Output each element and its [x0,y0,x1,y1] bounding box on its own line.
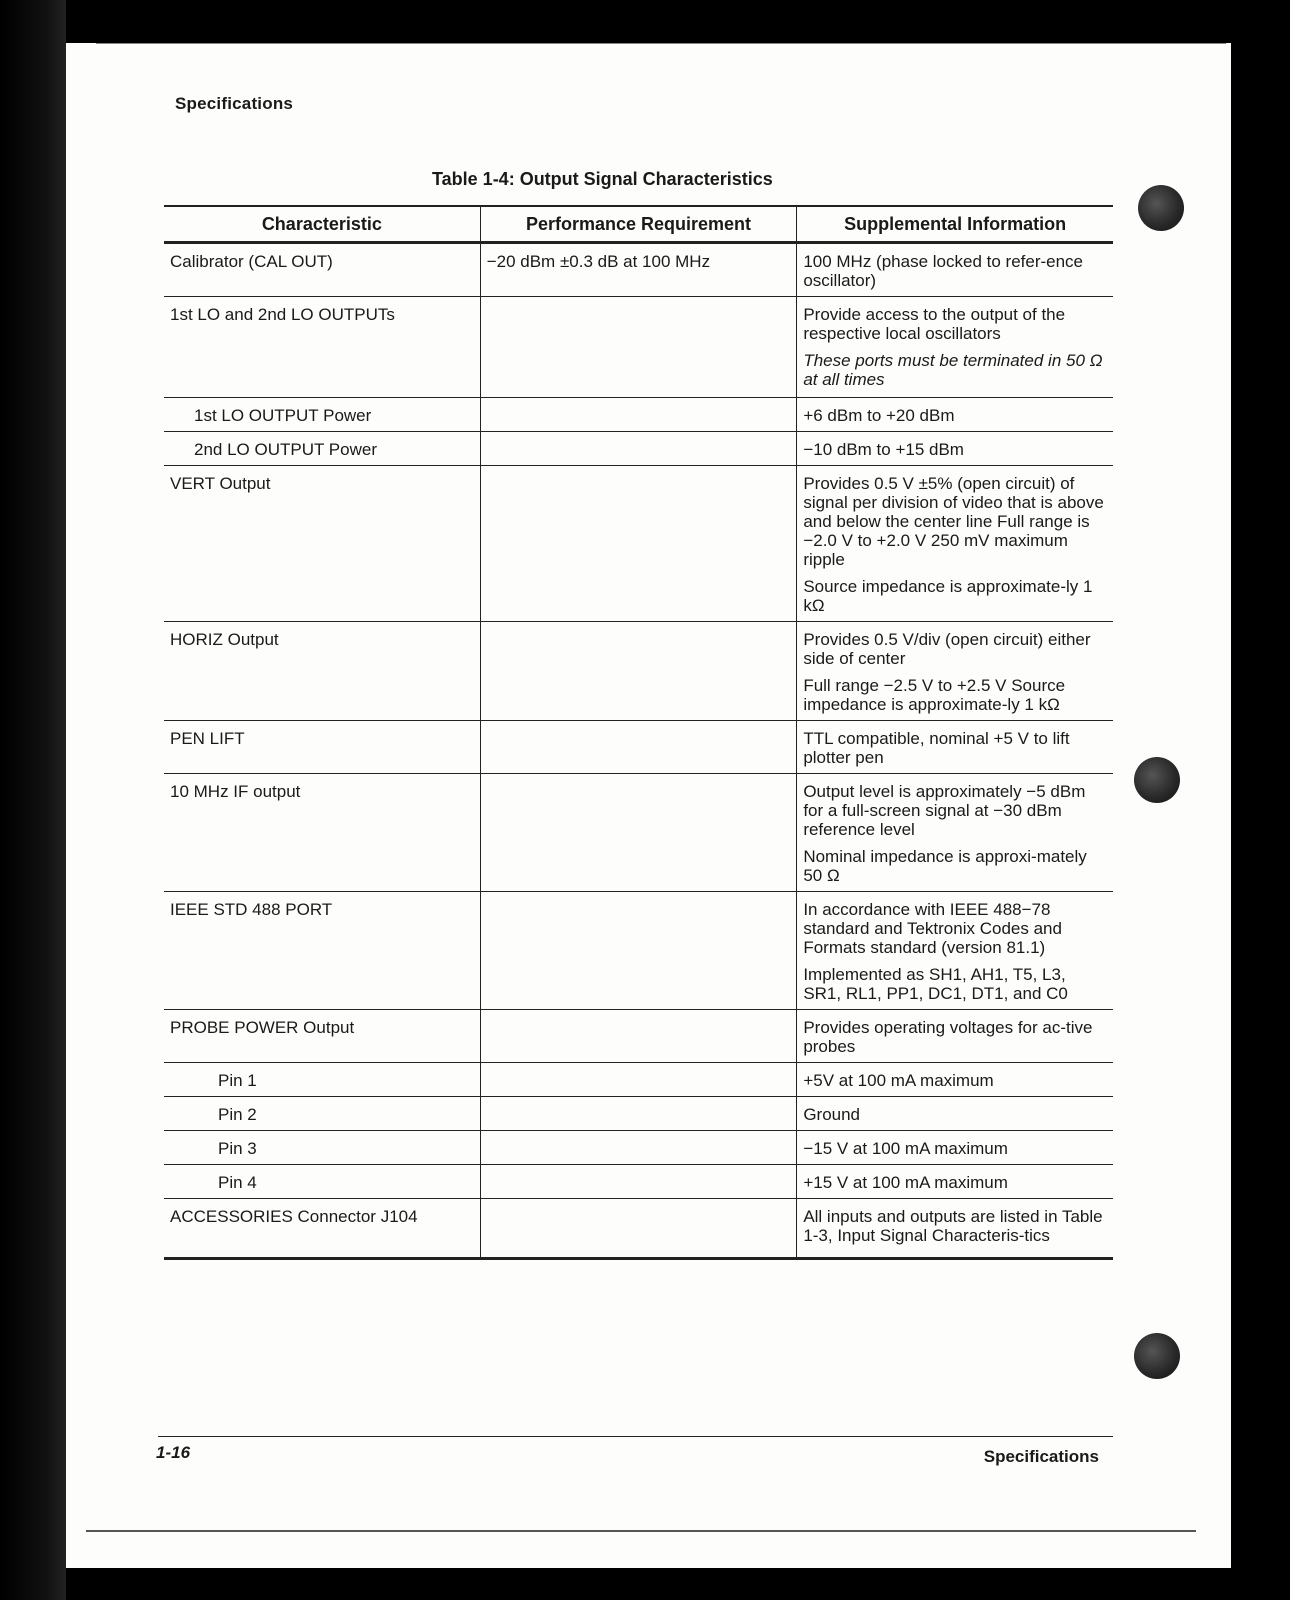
characteristic-cell: 1st LO and 2nd LO OUTPUTs [164,297,480,398]
supplemental-text: Nominal impedance is approxi-mately 50 Ω [803,847,1087,885]
characteristic-cell: ACCESSORIES Connector J104 [164,1199,480,1259]
table-title: Table 1-4: Output Signal Characteristics [432,169,773,189]
footer-title: Specifications [983,1447,1099,1466]
supplemental-text: Provides 0.5 V/div (open circuit) either side of center [803,630,1091,668]
supplemental-cell [797,1010,1113,1063]
supplemental-cell [797,398,1113,432]
supplemental-text: +5V at 100 mA maximum [803,1071,994,1090]
characteristic-cell: PROBE POWER Output [164,1010,480,1063]
supplemental-text: Implemented as SH1, AH1, T5, L3, SR1, RL1, PP1, DC1, DT1, and C0 [803,965,1068,1003]
supplemental-text: Provides operating voltages for ac-tive probes [803,1018,1093,1056]
output-signal-table [164,205,1113,1260]
table-row [164,398,1113,432]
scan-bottom-edge [86,1530,1196,1532]
supplemental-cell [797,892,1113,1010]
performance-cell [480,1010,797,1063]
table-row [164,243,1113,297]
performance-cell [480,432,797,466]
supplemental-cell [797,1063,1113,1097]
supplemental-cell [797,774,1113,892]
document-page [66,43,1231,1568]
supplemental-text: All inputs and outputs are listed in Table 1-3, Input Signal Characteris-tics [803,1207,1103,1245]
characteristic-cell: 2nd LO OUTPUT Power [164,432,480,466]
performance-cell [480,622,797,721]
performance-cell [480,892,797,1010]
performance-cell: −20 dBm ±0.3 dB at 100 MHz [480,243,797,297]
supplemental-text: Ground [803,1105,861,1124]
performance-cell [480,297,797,398]
performance-cell [480,1199,797,1259]
performance-cell [480,1097,797,1131]
binder-hole [1134,1333,1180,1379]
supplemental-text: 100 MHz (phase locked to refer-ence oscillator) [803,252,1084,290]
supplemental-text: Full range −2.5 V to +2.5 V Source impedance is approximate-ly 1 kΩ [803,676,1066,714]
supplemental-cell [797,432,1113,466]
performance-cell [480,1165,797,1199]
table-row [164,774,1113,892]
supplemental-cell [797,622,1113,721]
footer-rule [158,1436,1113,1437]
supplemental-text: Output level is approximately −5 dBm for a full-screen signal at −30 dBm reference level [803,782,1086,839]
supplemental-text: In accordance with IEEE 488−78 standard and Tektronix Codes and Formats standard (version 81.1) [803,900,1062,957]
column-header-performance: Performance Requirement [480,206,797,243]
characteristic-cell: Calibrator (CAL OUT) [164,243,480,297]
supplemental-text: +6 dBm to +20 dBm [803,406,955,425]
characteristic-cell: IEEE STD 488 PORT [164,892,480,1010]
characteristic-cell: 1st LO OUTPUT Power [164,398,480,432]
performance-cell [480,1063,797,1097]
characteristic-cell: HORIZ Output [164,622,480,721]
supplemental-cell [797,297,1113,398]
column-header-supplemental: Supplemental Information [797,206,1113,243]
table-row [164,1199,1113,1259]
supplemental-text: +15 V at 100 mA maximum [803,1173,1008,1192]
supplemental-text: −15 V at 100 mA maximum [803,1139,1008,1158]
supplemental-note: These ports must be terminated in 50 Ω at all times [803,351,1103,389]
performance-cell [480,398,797,432]
supplemental-text: TTL compatible, nominal +5 V to lift plotter pen [803,729,1070,767]
performance-cell [480,774,797,892]
supplemental-cell [797,466,1113,622]
supplemental-cell [797,243,1113,297]
characteristic-cell: Pin 3 [164,1131,480,1165]
table-row [164,622,1113,721]
table-row [164,721,1113,774]
scan-top-edge [96,43,1226,44]
binder-hole [1134,757,1180,803]
supplemental-cell [797,1131,1113,1165]
characteristic-cell: Pin 2 [164,1097,480,1131]
table-row [164,1165,1113,1199]
supplemental-cell [797,1097,1113,1131]
performance-cell [480,721,797,774]
table-row [164,1131,1113,1165]
table-row [164,297,1113,398]
scan-border [0,0,66,1600]
binder-hole [1138,185,1184,231]
supplemental-text: Source impedance is approximate-ly 1 kΩ [803,577,1093,615]
supplemental-cell [797,721,1113,774]
column-header-characteristic: Characteristic [164,206,480,243]
supplemental-text: Provides 0.5 V ±5% (open circuit) of signal per division of video that is above and below the center line Full range is −2.0 V to +2.0 V 250 mV maximum ripple [803,474,1104,569]
characteristic-cell: PEN LIFT [164,721,480,774]
supplemental-text: −10 dBm to +15 dBm [803,440,964,459]
supplemental-text: Provide access to the output of the respective local oscillators [803,305,1066,343]
page-number: 1-16 [156,1443,191,1462]
performance-cell [480,1131,797,1165]
table-header-row [164,206,1113,243]
table-row [164,466,1113,622]
characteristic-cell: Pin 1 [164,1063,480,1097]
table-row [164,1097,1113,1131]
running-head: Specifications [175,94,294,113]
performance-cell [480,466,797,622]
characteristic-cell: Pin 4 [164,1165,480,1199]
table-row [164,1063,1113,1097]
supplemental-cell [797,1165,1113,1199]
supplemental-cell [797,1199,1113,1259]
characteristic-cell: 10 MHz IF output [164,774,480,892]
table-row [164,432,1113,466]
table-row [164,892,1113,1010]
table-row [164,1010,1113,1063]
characteristic-cell: VERT Output [164,466,480,622]
